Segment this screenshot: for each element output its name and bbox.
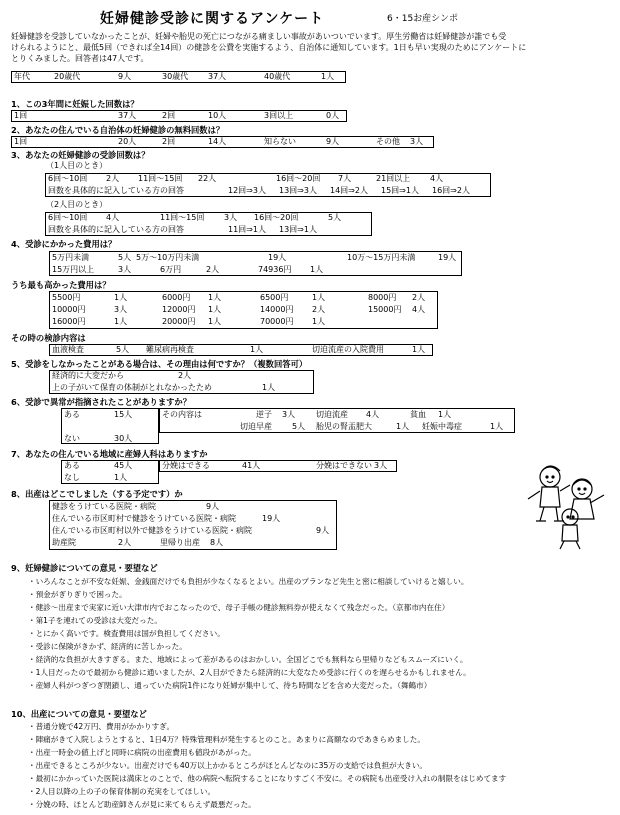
q3-second-cell: 5人 [328,213,342,222]
q5-count: 1人 [262,383,276,392]
q3-first-cell: 4人 [430,174,444,183]
q2-cell: 9人 [326,137,340,146]
q4b-question: うち最も高かった費用は？ [11,280,111,290]
q3-first-cell: 11回～15回 [138,174,183,183]
q2-table [11,136,434,148]
q1-cell: 10人 [208,111,227,120]
q3-first-cell: 7人 [338,174,352,183]
q10-question: 10、出産についての意見・要望など [11,709,147,719]
q6-detail: 切迫流産 [316,410,348,419]
q10-comment: ・最初にかかっていた医院は満床とのことで、他の病院へ転院することになりすごく不安に。その病院も出産受け入れの制限をはじめてます [28,774,507,783]
q3-first-cell: 21回以上 [376,174,411,183]
q7-detail-count: 3人 [374,461,388,470]
q3-first-detail: 13回⇒3人 [279,186,317,195]
exam-content-cell: 切迫流産の入院費用 [312,345,384,354]
q8-place: 助産院 [52,538,76,547]
q7-question: 7、あなたの住んでいる地域に産婦人科はありますか [11,449,208,459]
q4b-cell: 2人 [312,305,326,314]
q4b-cell: 70000円 [260,317,294,326]
q1-cell: 0人 [326,111,340,120]
q4-cell: 1人 [310,265,324,274]
age-40s: 40歳代 [264,72,291,81]
q9-comment: ・1人目だったので最初から健診に通いましたが、2人目ができたら経済的に大変なため受診に行くのを遅らせるかもしれません。 [28,668,471,677]
q4-cell: 5万～10万円未満 [136,253,200,262]
q4b-cell: 12000円 [162,305,196,314]
q10-comment: ・陣痛がきて入院しようとすると、1日4万？特殊管理料が発生するとのこと。あまりに高額なのであきらめました。 [28,735,425,744]
q2-cell: 1回 [14,137,28,146]
q4-question: 4、受診にかかった費用は？ [11,239,117,249]
q3-question: 3、あなたの妊婦健診の受診回数は？ [11,150,150,160]
q3-first-detail: 16回⇒2人 [432,186,470,195]
age-label: 年代 [14,72,30,81]
q6-no: ない [64,434,80,443]
q6-answer-table [61,408,159,444]
age-20s: 20歳代 [54,72,81,81]
q4-table [49,251,462,276]
q4b-cell: 1人 [114,293,128,302]
q3-second-cell: 11回～15回 [160,213,205,222]
q2-cell: 2回 [162,137,176,146]
q9-comment: ・とにかく高いです。検査費用は国が負担してください。 [28,629,225,638]
q4-cell: 19人 [268,253,287,262]
q6-yes: ある [64,410,80,419]
q7-detail: 分娩はできない [316,461,372,470]
q3-second-label: （2人目のとき） [46,200,108,209]
q2-cell: 知らない [264,137,296,146]
q8-count: 8人 [210,538,224,547]
q6-detail: 1人 [438,410,452,419]
q4-cell: 19人 [438,253,457,262]
child-body [562,525,578,541]
q4-cell: 10万～15万円未満 [347,253,416,262]
q4b-cell: 15000円 [368,305,402,314]
q4b-cell: 1人 [114,317,128,326]
q7-no-count: 1人 [114,473,128,482]
q1-cell: 2回 [162,111,176,120]
q9-comment: ・受診に保険がきかず、経済的に苦しかった。 [28,642,187,651]
q6-detail: 4人 [366,410,380,419]
q3-first-detail: 12回⇒3人 [228,186,266,195]
intro-line-1: 妊婦健診を受診していなかったことが、妊婦や胎児の死亡につながる痛ましい事故があいついでいます。厚生労働省は妊婦健診が誰でも受 [11,32,507,41]
q7-detail: 分娩はできる [162,461,210,470]
exam-content-cell: 難尿病再検査 [146,345,194,354]
q7-no: なし [64,473,80,482]
q3-first-cell: 16回～20回 [276,174,321,183]
exam-content-cell: 5人 [116,345,130,354]
q6-detail: 1人 [396,422,410,431]
q3-second-detail: 13回⇒1人 [279,225,317,234]
q3-second-detail: 11回⇒1人 [228,225,266,234]
q4b-cell: 2人 [412,293,426,302]
q8-table [49,500,337,550]
q1-table [11,110,347,122]
q9-comment: ・産婦人科がつぎつぎ閉鎖し、通っていた病院1件になり妊婦が集中して、待ち時間などを含め大変だった。（舞鶴市） [28,681,432,690]
q6-detail-table [159,408,515,433]
q3-second-cell: 4人 [106,213,120,222]
q4b-cell: 16000円 [52,317,86,326]
q2-cell: その他 [376,137,400,146]
q4b-cell: 3人 [114,305,128,314]
q4-cell: 74936円 [258,265,292,274]
q10-comment: ・出産できるところが少ない。出産だけでも40万以上かかるところがほとんどなのに35万の支給では負担が大きい。 [28,761,428,770]
q3-second-cell: 6回～10回 [48,213,88,222]
q3-second-cell: 3人 [224,213,238,222]
q4b-cell: 6000円 [162,293,191,302]
q9-comment: ・健診～出産まで実家に近い大津市内でおこなったので、母子手帳の健診無料券が使えなくて残念だった。（京都市内在住） [28,603,450,612]
q6-detail: 3人 [282,410,296,419]
q8-count: 19人 [262,514,281,523]
q7-yes-count: 45人 [114,461,133,470]
q8-question: 8、出産はどこでしました（する予定です）か [11,489,183,499]
q4b-cell: 10000円 [52,305,86,314]
q3-second-table [45,212,372,236]
q5-count: 2人 [178,371,192,380]
q1-cell: 1回 [14,111,28,120]
age-table [11,71,346,83]
q7-yes: ある [64,461,80,470]
q9-comment: ・預金がぎりぎりで困った。 [28,590,127,599]
q6-detail: 胎児の腎盂肥大 [316,422,372,431]
q4b-table [49,291,438,329]
q3-first-detail: 15回⇒1人 [381,186,419,195]
q3-first-label: （1人目のとき） [46,161,108,170]
q3-first-detail-label: 回数を具体的に記入している方の回答 [48,186,184,195]
child-body [540,487,560,507]
q5-reason: 経済的に大変だから [52,371,124,380]
q4b-cell: 14000円 [260,305,294,314]
q1-question: 1、この3年間に妊娠した回数は？ [11,99,139,109]
age-20s-count: 9人 [118,72,132,81]
age-40s-count: 1人 [321,72,335,81]
q6-detail-label: その内容は [162,410,202,419]
q4b-cell: 4人 [412,305,426,314]
q4b-cell: 1人 [312,293,326,302]
q1-cell: 3回以上 [264,111,294,120]
q6-yes-count: 15人 [114,410,133,419]
q8-count: 9人 [316,526,330,535]
q4b-cell: 1人 [208,293,222,302]
q9-comment: ・第1子を連れての受診は大変だった。 [28,616,162,625]
q4-cell: 5人 [118,253,132,262]
age-30s: 30歳代 [162,72,189,81]
exam-content-cell: 1人 [412,345,426,354]
q2-cell: 14人 [208,137,227,146]
exam-content-question: その時の検診内容は [11,333,86,343]
q8-place: 健診をうけている医院・病院 [52,502,156,511]
q3-first-detail: 14回⇒2人 [330,186,368,195]
q4b-cell: 1人 [208,305,222,314]
q10-comment: ・2人目以降の上の子の保育体制の充実をしてほしい。 [28,787,216,796]
q6-detail: 切迫早産 [240,422,272,431]
q3-first-cell: 22人 [198,174,217,183]
q6-detail: 1人 [490,422,504,431]
organizer-label: 6・15お産シンポ [387,14,458,24]
q6-detail: 妊娠中毒症 [422,422,462,431]
q10-comment: ・普通分娩で42万円、費用がかかりすぎ。 [28,722,175,731]
intro-line-2: けられるようにと、最低5回（できれば全14回）の健診を公費を実施するよう、自治体に通知しています。1日も早い実現のためにアンケートに [11,43,527,52]
q3-first-table [45,173,491,197]
q2-question: 2、あなたの住んでいる自治体の妊婦健診の無料回数は？ [11,125,225,135]
q7-detail-count: 41人 [242,461,261,470]
q4-cell: 2人 [206,265,220,274]
q10-comment: ・分娩の時、ほとんど助産師さんが見に来てもらえず最悪だった。 [28,800,256,809]
q6-no-count: 30人 [114,434,133,443]
q6-question: 6、受診で異常が指摘されたことがありますか？ [11,397,192,407]
q4b-cell: 8000円 [368,293,397,302]
q10-comment: ・出産一時金の値上げと同時に病院の出産費用も値段があがった。 [28,748,256,757]
intro-line-3: とりくみました。回答者は47人です。 [11,54,149,63]
age-30s-count: 37人 [208,72,227,81]
exam-content-cell: 1人 [250,345,264,354]
q9-comment: ・いろんなことが不安な妊娠、金銭面だけでも負担が少なくなるとよい。出産のプランなど先生と密に相談していけると嬉しい。 [28,577,469,586]
children-illustration [520,455,616,551]
q9-question: 9、妊婦健診についての意見・要望など [11,563,158,573]
q8-count: 2人 [118,538,132,547]
q8-count: 9人 [206,502,220,511]
q8-place: 住んでいる市区町村以外で健診をうけている医院・病院 [52,526,252,535]
q3-first-cell: 6回～10回 [48,174,88,183]
q3-second-detail-label: 回数を具体的に記入している方の回答 [48,225,184,234]
q4b-cell: 1人 [312,317,326,326]
q5-question: 5、受診をしなかったことがある場合は、その理由は何ですか？（複数回答可） [11,359,308,369]
q3-first-cell: 2人 [106,174,120,183]
q7-answer-table [61,460,159,484]
q6-detail: 5人 [292,422,306,431]
q8-place: 里帰り出産 [160,538,200,547]
q2-cell: 20人 [118,137,137,146]
q4-cell: 5万円未満 [52,253,90,262]
q4-cell: 3人 [118,265,132,274]
child-head [572,479,592,499]
q3-second-cell: 16回～20回 [254,213,299,222]
q5-table [49,370,314,394]
q2-cell: 3人 [410,137,424,146]
q6-detail: 逆子 [256,410,272,419]
q9-comment: ・経済的な負担が大きすぎる。また、地域によって差があるのはおかしい。全国どこでも無料なら里帰りなどもスムーズにいく。 [28,655,468,664]
q4b-cell: 5500円 [52,293,81,302]
q1-cell: 37人 [118,111,137,120]
q7-detail-table [159,460,397,472]
exam-content-cell: 血液検査 [52,345,84,354]
q4b-cell: 1人 [208,317,222,326]
q8-place: 住んでいる市区町村で健診をうけている医院・病院 [52,514,236,523]
q4b-cell: 6500円 [260,293,289,302]
exam-content-table [49,344,433,356]
q4-cell: 6万円 [160,265,182,274]
q4b-cell: 20000円 [162,317,196,326]
page-title: 妊婦健診受診に関するアンケート [100,11,325,27]
q4-cell: 15万円以上 [52,265,95,274]
q5-reason: 上の子がいて保育の体制がとれなかったため [52,383,212,392]
q6-detail: 貧血 [410,410,426,419]
